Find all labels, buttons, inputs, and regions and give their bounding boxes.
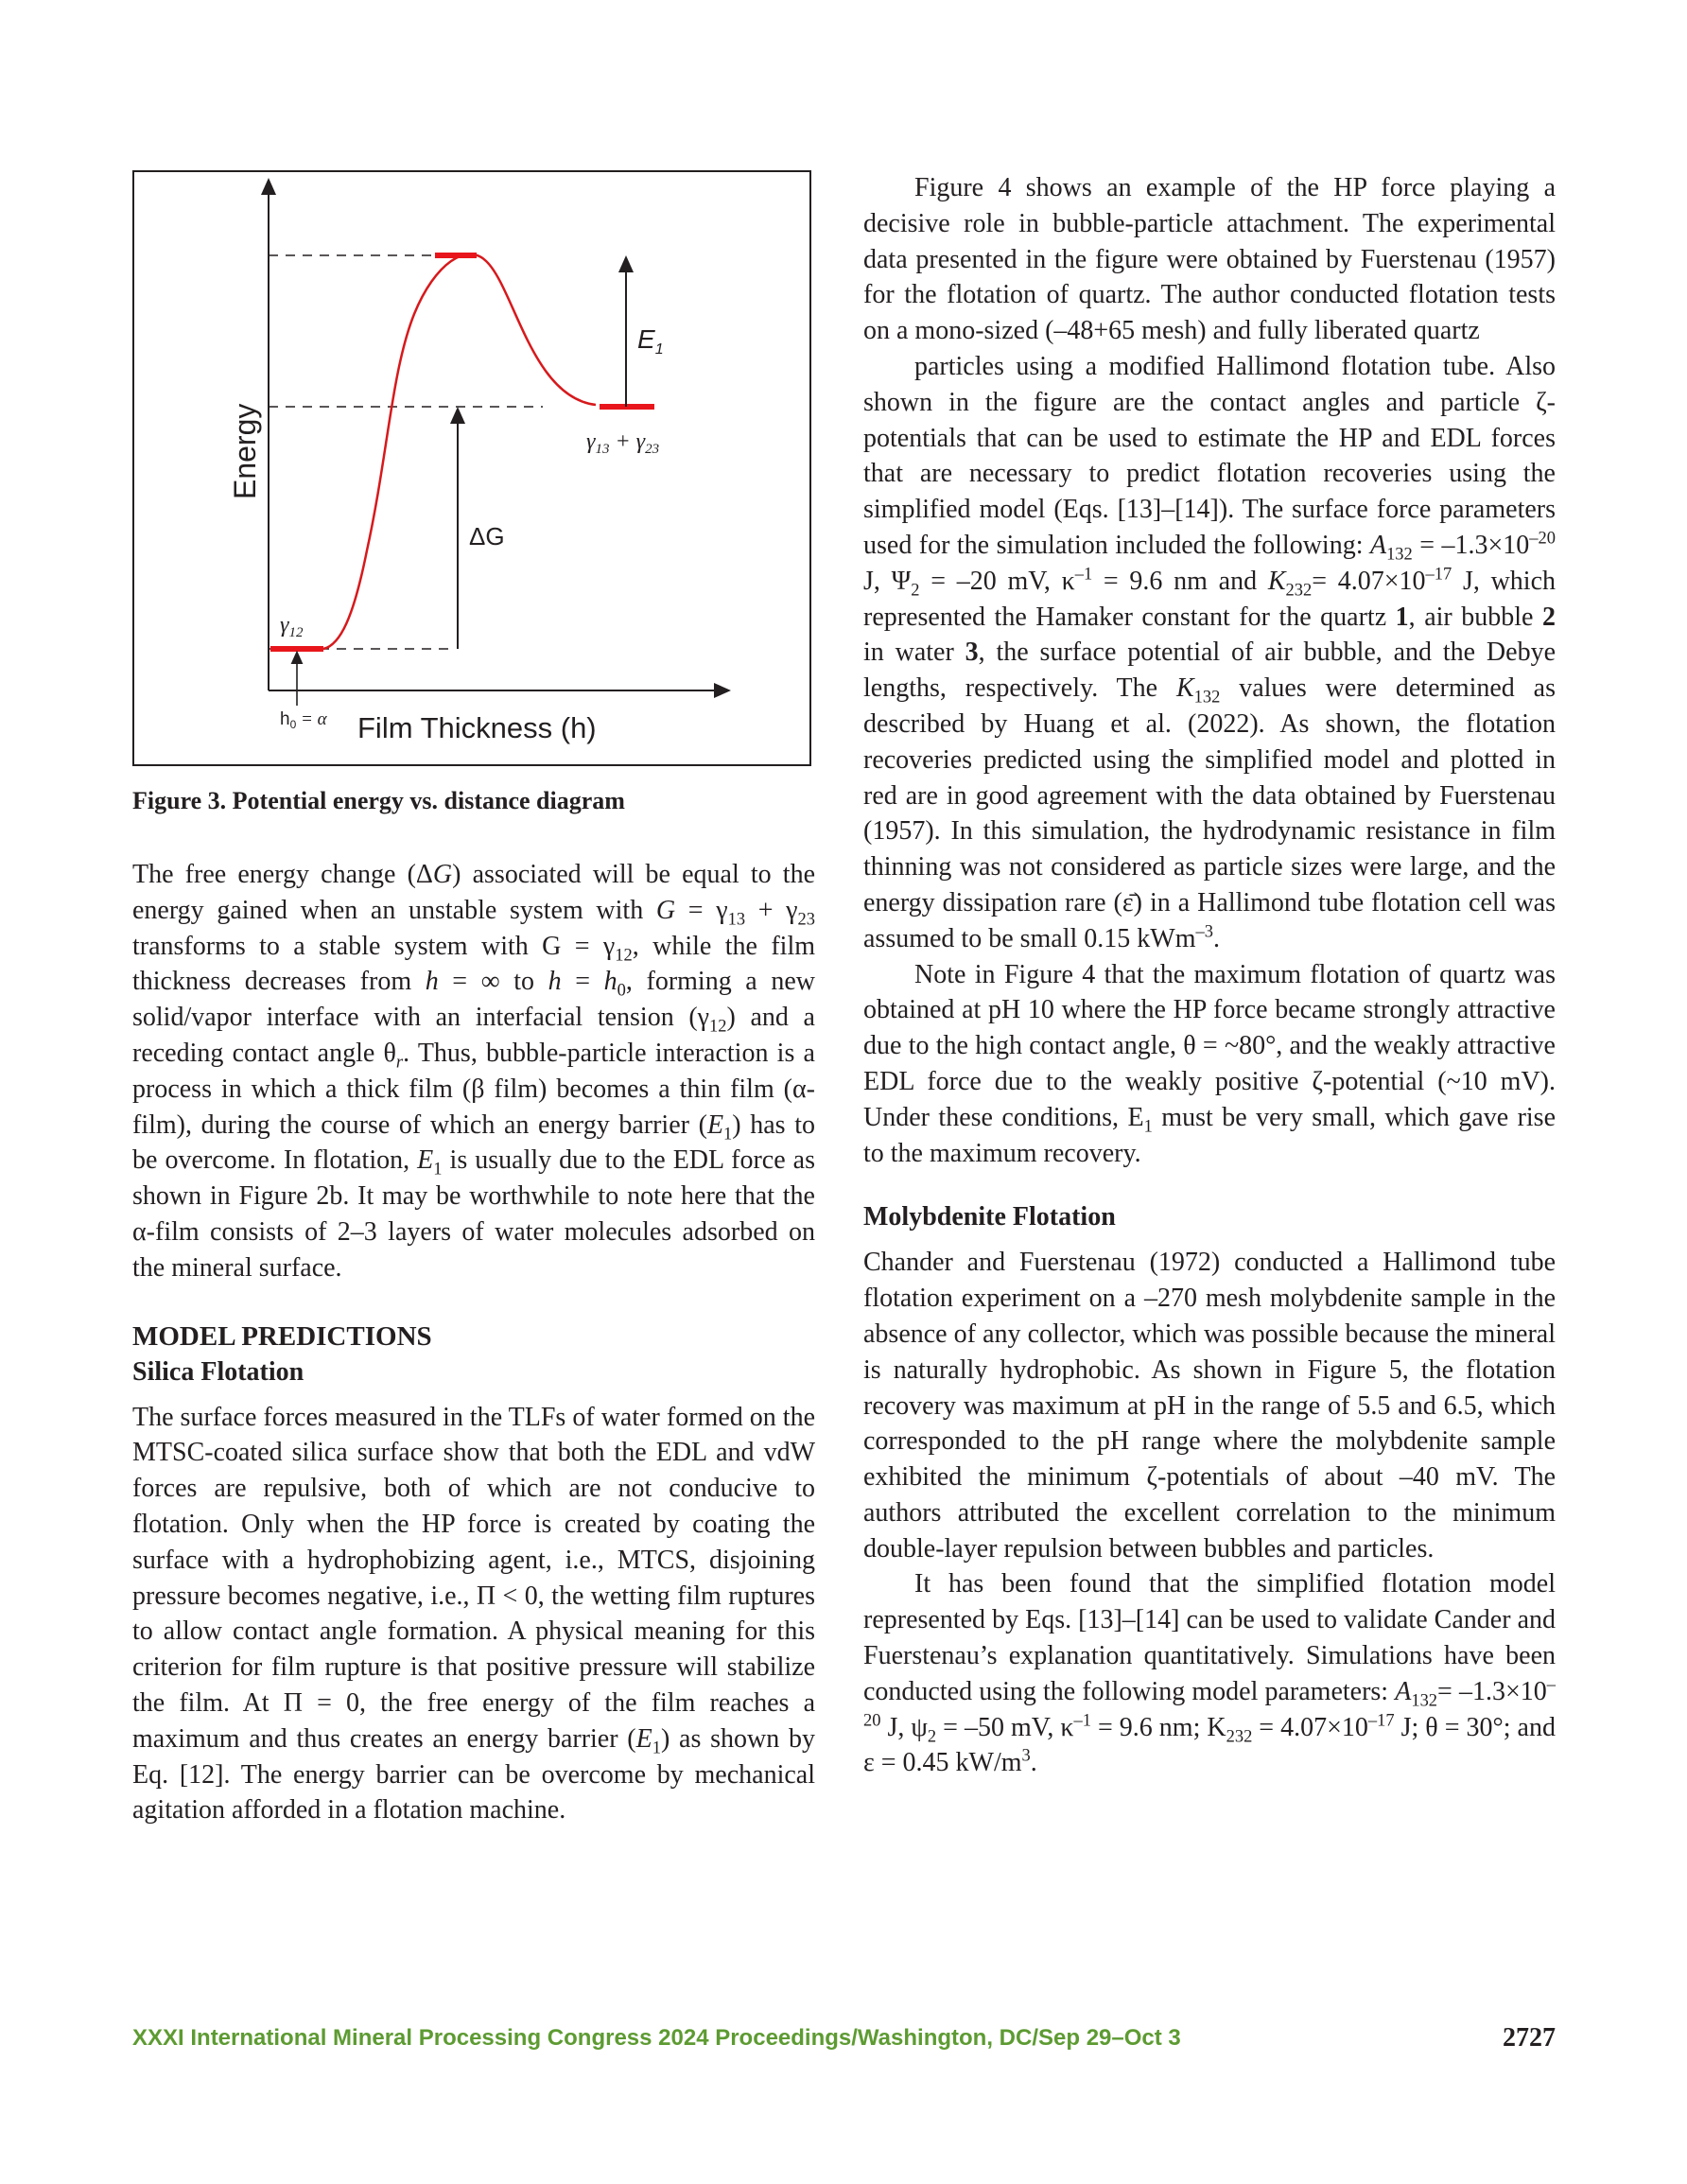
paragraph-figure4-intro: Figure 4 shows an example of the HP force playing a decisive role in bubble-particle attachment. The experimental data presented in the figure were obtained by Fuerstenau (1957) for the flotation of quartz. The author conducted flotation tests on a mono-sized (–48+65 mesh) and fully liberated quartz — [863, 173, 1556, 346]
paragraph-figure4-params: particles using a modified Hallimond flotation tube. Also shown in the figure are the contact angles and particle ζ-potentials that can be used to estimate the HP and EDL forces that are necessary to predict flotation recoveries using the simplified model (Eqs. [13]–[14]). The surface force parameters used for the simulation included the following: $A_{132} = -1.3\times 10^{-20}$ J, $\Psi_2 = -20$ mV, $\kappa^{-1} = 9.6$ nm and $K_{232}= 4.07\times 10^{-17}$ J, which represented the Hamaker constant for the quartz 1, air bubble 2 in water 3, the surface potential of air bubble, and the Debye lengths, respectively. The $K_{132}$ values were determined as described by Huang et al. (2022). As shown, the flotation recoveries predicted using the simplified model and plotted in red are in good agreement with the data obtained by Fuerstenau (1957). In this simulation, the hydrodynamic resistance in film thinning was not considered as particle sizes were large, and the energy dissipation rare (ε̄) in a Hallimond tube flotation cell was assumed to be small 0.15 kWm$^{-3}$. — [863, 351, 1557, 953]
energy-curve — [323, 254, 596, 649]
e1-label: $E_1$ — [637, 324, 664, 358]
right-column — [863, 170, 1556, 1781]
subsection-heading-molybdenite: Molybdenite Flotation — [863, 1202, 1116, 1232]
paragraph-molybdenite: Chander and Fuerstenau (1972) conducted a Hallimond tube flotation experiment on a –270 mesh molybdenite sample in the absence of any collector, which was possible because the mineral is naturally hydrophobic. As shown in Figure 5, the flotation recovery was maximum at pH in the range of 5.5 and 6.5, which corresponded to the pH range where the molybdenite sample exhibited the minimum ζ-potentials of about –40 mV. The authors attributed the excellent correlation to the minimum double-layer repulsion between bubbles and particles. — [863, 1248, 1556, 1564]
footer-text: XXXI International Mineral Processing Congress 2024 Proceedings/Washington, DC/Sep 29–Oct 3 — [132, 2025, 1181, 2051]
paragraph-figure4-note: Note in Figure 4 that the maximum flotation of quartz was obtained at pH 10 where the HP force became strongly attractive due to the high contact angle, θ = ~80°, and the weakly attractive EDL force due to the weakly positive ζ-potential (~10 mV). Under these conditions, $E_1$ must be very small, which gave rise to the maximum recovery. — [863, 959, 1556, 1168]
left-column — [132, 170, 815, 1828]
paragraph-free-energy: The free energy change (ΔG) associated will be equal to the energy gained when an unstable system with $G = \gamma_{13} + \gamma_{23}$ transforms to a stable system with $G = \gamma_{12}$, while the film thickness decreases from h = ∞ to $h = h_0$, forming a new solid/vapor interface with an interfacial tension $(\gamma_{12})$ and a receding contact angle $\theta_r$. Thus, bubble-particle interaction is a process in which a thick film (β film) becomes a thin film (α-film), during the course of which an energy barrier $(E_1)$ has to be overcome. In flotation, $E_1$ is usually due to the EDL force as shown in Figure 2b. It may be worthwhile to note here that the α-film consists of 2–3 layers of water molecules adsorbed on the mineral surface. — [132, 860, 815, 1283]
gamma12-label: $\gamma_{12}$ — [280, 613, 304, 640]
delta-g-label: ΔG — [469, 522, 505, 550]
figure-caption: Figure 3. Potential energy vs. distance diagram — [132, 787, 625, 814]
section-heading: MODEL PREDICTIONS — [132, 1320, 432, 1352]
h0-label: $h_0 = \alpha$ — [280, 709, 327, 731]
paragraph-silica: The surface forces measured in the TLFs of water formed on the MTSC-coated silica surface show that both the EDL and vdW forces are repulsive, both of which are not conducive to flotation. Only when the HP force is created by coating the surface with a hydrophobizing agent, i.e., MTCS, disjoining pressure becomes negative, i.e., Π < 0, the wetting film ruptures to allow contact angle formation. A physical meaning for this criterion for film rupture is that positive pressure will stabilize the film. At Π = 0, the free energy of the film reaches a maximum and thus creates an energy barrier $(E_1)$ as shown by Eq. [12]. The energy barrier can be overcome by mechanical agitation afforded in a flotation machine. — [132, 1402, 815, 1826]
paragraph-model-validation: It has been found that the simplified flotation model represented by Eqs. [13]–[14] can be used to validate Cander and Fuerstenau’s explanation quantitatively. Simulations have been conducted using the following model parameters: $A_{132}= -1.3\times 10^{-20}$ J, $\psi_2 = -50$ mV, $\kappa^{-1} = 9.6$ nm; $K_{232} = 4.07\times 10^{-17}$ J; θ = 30°; and ε = 0.45 $kW/m^3$. — [863, 1569, 1556, 1778]
x-axis-label: Film Thickness (h) — [357, 711, 597, 744]
gamma-sum-label: $\gamma_{13} + \gamma_{23}$ — [586, 429, 660, 457]
page-footer — [132, 2025, 1556, 2052]
figure-3 — [132, 170, 811, 766]
energy-diagram — [134, 172, 809, 764]
page-number: 2727 — [1503, 2023, 1556, 2053]
y-axis-label: Energy — [228, 403, 262, 499]
subsection-heading-silica: Silica Flotation — [132, 1356, 304, 1387]
